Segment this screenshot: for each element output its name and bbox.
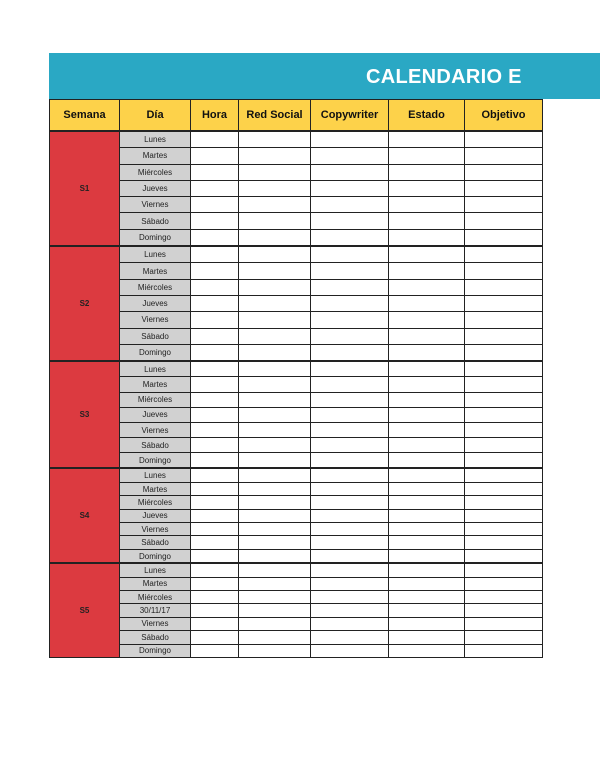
copywriter-cell[interactable] xyxy=(311,312,389,328)
day-label: Sábado xyxy=(120,631,191,644)
table-row xyxy=(50,344,543,361)
day-label: Miércoles xyxy=(120,392,191,407)
estado-cell[interactable] xyxy=(389,328,465,344)
calendar-body xyxy=(50,131,543,657)
hora-cell[interactable] xyxy=(191,392,239,407)
hora-cell[interactable] xyxy=(191,536,239,549)
table-row xyxy=(50,496,543,509)
table-row xyxy=(50,131,543,148)
day-label: Miércoles xyxy=(120,590,191,603)
estado-cell[interactable] xyxy=(389,263,465,279)
objetivo-cell[interactable] xyxy=(465,422,543,437)
table-row xyxy=(50,577,543,590)
objetivo-cell[interactable] xyxy=(465,509,543,522)
week-label: S2 xyxy=(50,246,120,361)
estado-cell[interactable] xyxy=(389,197,465,213)
objetivo-cell[interactable] xyxy=(465,164,543,180)
header-estado: Estado xyxy=(389,100,465,132)
objetivo-cell[interactable] xyxy=(465,229,543,246)
day-label: Viernes xyxy=(120,422,191,437)
estado-cell[interactable] xyxy=(389,631,465,644)
estado-cell[interactable] xyxy=(389,604,465,617)
table-row xyxy=(50,213,543,229)
header-copywriter: Copywriter xyxy=(311,100,389,132)
header-hora: Hora xyxy=(191,100,239,132)
day-label: Miércoles xyxy=(120,496,191,509)
table-row xyxy=(50,523,543,536)
table-row xyxy=(50,604,543,617)
copywriter-cell[interactable] xyxy=(311,453,389,469)
day-label: Viernes xyxy=(120,312,191,328)
copywriter-cell[interactable] xyxy=(311,644,389,657)
copywriter-cell[interactable] xyxy=(311,496,389,509)
copywriter-cell[interactable] xyxy=(311,549,389,563)
hora-cell[interactable] xyxy=(191,468,239,482)
copywriter-cell[interactable] xyxy=(311,344,389,361)
objetivo-cell[interactable] xyxy=(465,549,543,563)
hora-cell[interactable] xyxy=(191,197,239,213)
copywriter-cell[interactable] xyxy=(311,536,389,549)
hora-cell[interactable] xyxy=(191,644,239,657)
red-social-cell[interactable] xyxy=(239,148,311,164)
day-label: Lunes xyxy=(120,361,191,377)
estado-cell[interactable] xyxy=(389,377,465,392)
day-label: Sábado xyxy=(120,438,191,453)
estado-cell[interactable] xyxy=(389,312,465,328)
red-social-cell[interactable] xyxy=(239,213,311,229)
day-label: Jueves xyxy=(120,509,191,522)
week-label: S3 xyxy=(50,361,120,468)
day-label: Domingo xyxy=(120,344,191,361)
objetivo-cell[interactable] xyxy=(465,453,543,469)
table-row xyxy=(50,438,543,453)
objetivo-cell[interactable] xyxy=(465,213,543,229)
hora-cell[interactable] xyxy=(191,422,239,437)
estado-cell[interactable] xyxy=(389,509,465,522)
objetivo-cell[interactable] xyxy=(465,328,543,344)
copywriter-cell[interactable] xyxy=(311,590,389,603)
red-social-cell[interactable] xyxy=(239,482,311,495)
week-label: S5 xyxy=(50,563,120,657)
objetivo-cell[interactable] xyxy=(465,377,543,392)
hora-cell[interactable] xyxy=(191,180,239,196)
table-row xyxy=(50,549,543,563)
copywriter-cell[interactable] xyxy=(311,279,389,295)
estado-cell[interactable] xyxy=(389,407,465,422)
red-social-cell[interactable] xyxy=(239,246,311,263)
day-label: Martes xyxy=(120,482,191,495)
estado-cell[interactable] xyxy=(389,180,465,196)
hora-cell[interactable] xyxy=(191,213,239,229)
estado-cell[interactable] xyxy=(389,279,465,295)
copywriter-cell[interactable] xyxy=(311,577,389,590)
estado-cell[interactable] xyxy=(389,549,465,563)
table-row xyxy=(50,563,543,577)
table-row xyxy=(50,312,543,328)
day-label: Jueves xyxy=(120,295,191,311)
hora-cell[interactable] xyxy=(191,438,239,453)
red-social-cell[interactable] xyxy=(239,164,311,180)
objetivo-cell[interactable] xyxy=(465,468,543,482)
copywriter-cell[interactable] xyxy=(311,377,389,392)
copywriter-cell[interactable] xyxy=(311,392,389,407)
objetivo-cell[interactable] xyxy=(465,407,543,422)
calendar-table xyxy=(49,99,543,658)
hora-cell[interactable] xyxy=(191,131,239,148)
estado-cell[interactable] xyxy=(389,496,465,509)
table-row xyxy=(50,246,543,263)
table-row xyxy=(50,295,543,311)
week-label: S1 xyxy=(50,131,120,246)
table-row xyxy=(50,361,543,377)
copywriter-cell[interactable] xyxy=(311,295,389,311)
copywriter-cell[interactable] xyxy=(311,482,389,495)
day-label: Lunes xyxy=(120,468,191,482)
day-label: Viernes xyxy=(120,523,191,536)
copywriter-cell[interactable] xyxy=(311,604,389,617)
hora-cell[interactable] xyxy=(191,407,239,422)
hora-cell[interactable] xyxy=(191,312,239,328)
hora-cell[interactable] xyxy=(191,295,239,311)
red-social-cell[interactable] xyxy=(239,328,311,344)
copywriter-cell[interactable] xyxy=(311,617,389,630)
table-row xyxy=(50,164,543,180)
objetivo-cell[interactable] xyxy=(465,263,543,279)
estado-cell[interactable] xyxy=(389,617,465,630)
red-social-cell[interactable] xyxy=(239,631,311,644)
header-dia: Día xyxy=(120,100,191,132)
table-row xyxy=(50,468,543,482)
objetivo-cell[interactable] xyxy=(465,523,543,536)
hora-cell[interactable] xyxy=(191,377,239,392)
table-row xyxy=(50,229,543,246)
red-social-cell[interactable] xyxy=(239,229,311,246)
objetivo-cell[interactable] xyxy=(465,246,543,263)
day-label: Domingo xyxy=(120,644,191,657)
red-social-cell[interactable] xyxy=(239,131,311,148)
day-label: Miércoles xyxy=(120,279,191,295)
objetivo-cell[interactable] xyxy=(465,295,543,311)
copywriter-cell[interactable] xyxy=(311,438,389,453)
estado-cell[interactable] xyxy=(389,644,465,657)
table-row xyxy=(50,180,543,196)
day-label: Martes xyxy=(120,577,191,590)
day-label: Jueves xyxy=(120,407,191,422)
day-label: Viernes xyxy=(120,617,191,630)
hora-cell[interactable] xyxy=(191,577,239,590)
estado-cell[interactable] xyxy=(389,577,465,590)
red-social-cell[interactable] xyxy=(239,604,311,617)
objetivo-cell[interactable] xyxy=(465,590,543,603)
copywriter-cell[interactable] xyxy=(311,131,389,148)
hora-cell[interactable] xyxy=(191,344,239,361)
table-row xyxy=(50,197,543,213)
day-label: Domingo xyxy=(120,549,191,563)
copywriter-cell[interactable] xyxy=(311,523,389,536)
estado-cell[interactable] xyxy=(389,344,465,361)
objetivo-cell[interactable] xyxy=(465,180,543,196)
day-label: Viernes xyxy=(120,197,191,213)
red-social-cell[interactable] xyxy=(239,549,311,563)
table-row xyxy=(50,482,543,495)
estado-cell[interactable] xyxy=(389,295,465,311)
copywriter-cell[interactable] xyxy=(311,422,389,437)
copywriter-cell[interactable] xyxy=(311,180,389,196)
week-label: S4 xyxy=(50,468,120,563)
objetivo-cell[interactable] xyxy=(465,344,543,361)
red-social-cell[interactable] xyxy=(239,377,311,392)
day-label: 30/11/17 xyxy=(120,604,191,617)
day-label: Sábado xyxy=(120,536,191,549)
hora-cell[interactable] xyxy=(191,563,239,577)
estado-cell[interactable] xyxy=(389,523,465,536)
table-row xyxy=(50,392,543,407)
hora-cell[interactable] xyxy=(191,496,239,509)
estado-cell[interactable] xyxy=(389,148,465,164)
copywriter-cell[interactable] xyxy=(311,509,389,522)
copywriter-cell[interactable] xyxy=(311,563,389,577)
estado-cell[interactable] xyxy=(389,131,465,148)
day-label: Domingo xyxy=(120,229,191,246)
day-label: Martes xyxy=(120,148,191,164)
hora-cell[interactable] xyxy=(191,453,239,469)
table-row xyxy=(50,631,543,644)
day-label: Jueves xyxy=(120,180,191,196)
estado-cell[interactable] xyxy=(389,563,465,577)
copywriter-cell[interactable] xyxy=(311,213,389,229)
hora-cell[interactable] xyxy=(191,361,239,377)
day-label: Domingo xyxy=(120,453,191,469)
estado-cell[interactable] xyxy=(389,361,465,377)
red-social-cell[interactable] xyxy=(239,453,311,469)
day-label: Sábado xyxy=(120,328,191,344)
objetivo-cell[interactable] xyxy=(465,604,543,617)
header-semana: Semana xyxy=(50,100,120,132)
copywriter-cell[interactable] xyxy=(311,229,389,246)
red-social-cell[interactable] xyxy=(239,563,311,577)
red-social-cell[interactable] xyxy=(239,263,311,279)
objetivo-cell[interactable] xyxy=(465,361,543,377)
table-row xyxy=(50,407,543,422)
copywriter-cell[interactable] xyxy=(311,631,389,644)
red-social-cell[interactable] xyxy=(239,180,311,196)
red-social-cell[interactable] xyxy=(239,536,311,549)
objetivo-cell[interactable] xyxy=(465,279,543,295)
day-label: Lunes xyxy=(120,246,191,263)
estado-cell[interactable] xyxy=(389,213,465,229)
estado-cell[interactable] xyxy=(389,438,465,453)
day-label: Martes xyxy=(120,263,191,279)
objetivo-cell[interactable] xyxy=(465,131,543,148)
red-social-cell[interactable] xyxy=(239,361,311,377)
red-social-cell[interactable] xyxy=(239,509,311,522)
copywriter-cell[interactable] xyxy=(311,468,389,482)
table-row xyxy=(50,148,543,164)
table-row xyxy=(50,644,543,657)
estado-cell[interactable] xyxy=(389,229,465,246)
red-social-cell[interactable] xyxy=(239,644,311,657)
hora-cell[interactable] xyxy=(191,549,239,563)
objetivo-cell[interactable] xyxy=(465,617,543,630)
objetivo-cell[interactable] xyxy=(465,563,543,577)
objetivo-cell[interactable] xyxy=(465,438,543,453)
red-social-cell[interactable] xyxy=(239,295,311,311)
copywriter-cell[interactable] xyxy=(311,361,389,377)
header-objetivo: Objetivo xyxy=(465,100,543,132)
hora-cell[interactable] xyxy=(191,164,239,180)
copywriter-cell[interactable] xyxy=(311,407,389,422)
day-label: Lunes xyxy=(120,563,191,577)
red-social-cell[interactable] xyxy=(239,496,311,509)
table-row xyxy=(50,536,543,549)
red-social-cell[interactable] xyxy=(239,523,311,536)
objetivo-cell[interactable] xyxy=(465,631,543,644)
header-red-social: Red Social xyxy=(239,100,311,132)
hora-cell[interactable] xyxy=(191,482,239,495)
hora-cell[interactable] xyxy=(191,523,239,536)
table-row xyxy=(50,509,543,522)
red-social-cell[interactable] xyxy=(239,407,311,422)
objetivo-cell[interactable] xyxy=(465,536,543,549)
hora-cell[interactable] xyxy=(191,148,239,164)
table-row xyxy=(50,263,543,279)
copywriter-cell[interactable] xyxy=(311,328,389,344)
hora-cell[interactable] xyxy=(191,604,239,617)
objetivo-cell[interactable] xyxy=(465,197,543,213)
page-title: CALENDARIO E xyxy=(366,66,522,88)
hora-cell[interactable] xyxy=(191,279,239,295)
red-social-cell[interactable] xyxy=(239,422,311,437)
estado-cell[interactable] xyxy=(389,422,465,437)
table-row xyxy=(50,279,543,295)
estado-cell[interactable] xyxy=(389,590,465,603)
objetivo-cell[interactable] xyxy=(465,644,543,657)
red-social-cell[interactable] xyxy=(239,344,311,361)
objetivo-cell[interactable] xyxy=(465,392,543,407)
objetivo-cell[interactable] xyxy=(465,482,543,495)
objetivo-cell[interactable] xyxy=(465,312,543,328)
estado-cell[interactable] xyxy=(389,164,465,180)
hora-cell[interactable] xyxy=(191,509,239,522)
hora-cell[interactable] xyxy=(191,246,239,263)
estado-cell[interactable] xyxy=(389,468,465,482)
copywriter-cell[interactable] xyxy=(311,197,389,213)
red-social-cell[interactable] xyxy=(239,197,311,213)
copywriter-cell[interactable] xyxy=(311,164,389,180)
estado-cell[interactable] xyxy=(389,482,465,495)
red-social-cell[interactable] xyxy=(239,279,311,295)
day-label: Sábado xyxy=(120,213,191,229)
day-label: Miércoles xyxy=(120,164,191,180)
table-row xyxy=(50,453,543,469)
table-row xyxy=(50,377,543,392)
red-social-cell[interactable] xyxy=(239,468,311,482)
objetivo-cell[interactable] xyxy=(465,496,543,509)
hora-cell[interactable] xyxy=(191,263,239,279)
copywriter-cell[interactable] xyxy=(311,263,389,279)
red-social-cell[interactable] xyxy=(239,392,311,407)
day-label: Lunes xyxy=(120,131,191,148)
estado-cell[interactable] xyxy=(389,453,465,469)
red-social-cell[interactable] xyxy=(239,438,311,453)
red-social-cell[interactable] xyxy=(239,617,311,630)
copywriter-cell[interactable] xyxy=(311,246,389,263)
estado-cell[interactable] xyxy=(389,536,465,549)
header-row xyxy=(50,100,543,132)
estado-cell[interactable] xyxy=(389,392,465,407)
hora-cell[interactable] xyxy=(191,631,239,644)
objetivo-cell[interactable] xyxy=(465,148,543,164)
hora-cell[interactable] xyxy=(191,229,239,246)
copywriter-cell[interactable] xyxy=(311,148,389,164)
hora-cell[interactable] xyxy=(191,328,239,344)
estado-cell[interactable] xyxy=(389,246,465,263)
day-label: Martes xyxy=(120,377,191,392)
hora-cell[interactable] xyxy=(191,617,239,630)
hora-cell[interactable] xyxy=(191,590,239,603)
red-social-cell[interactable] xyxy=(239,312,311,328)
table-row xyxy=(50,617,543,630)
table-row xyxy=(50,590,543,603)
red-social-cell[interactable] xyxy=(239,590,311,603)
objetivo-cell[interactable] xyxy=(465,577,543,590)
table-row xyxy=(50,422,543,437)
red-social-cell[interactable] xyxy=(239,577,311,590)
table-row xyxy=(50,328,543,344)
